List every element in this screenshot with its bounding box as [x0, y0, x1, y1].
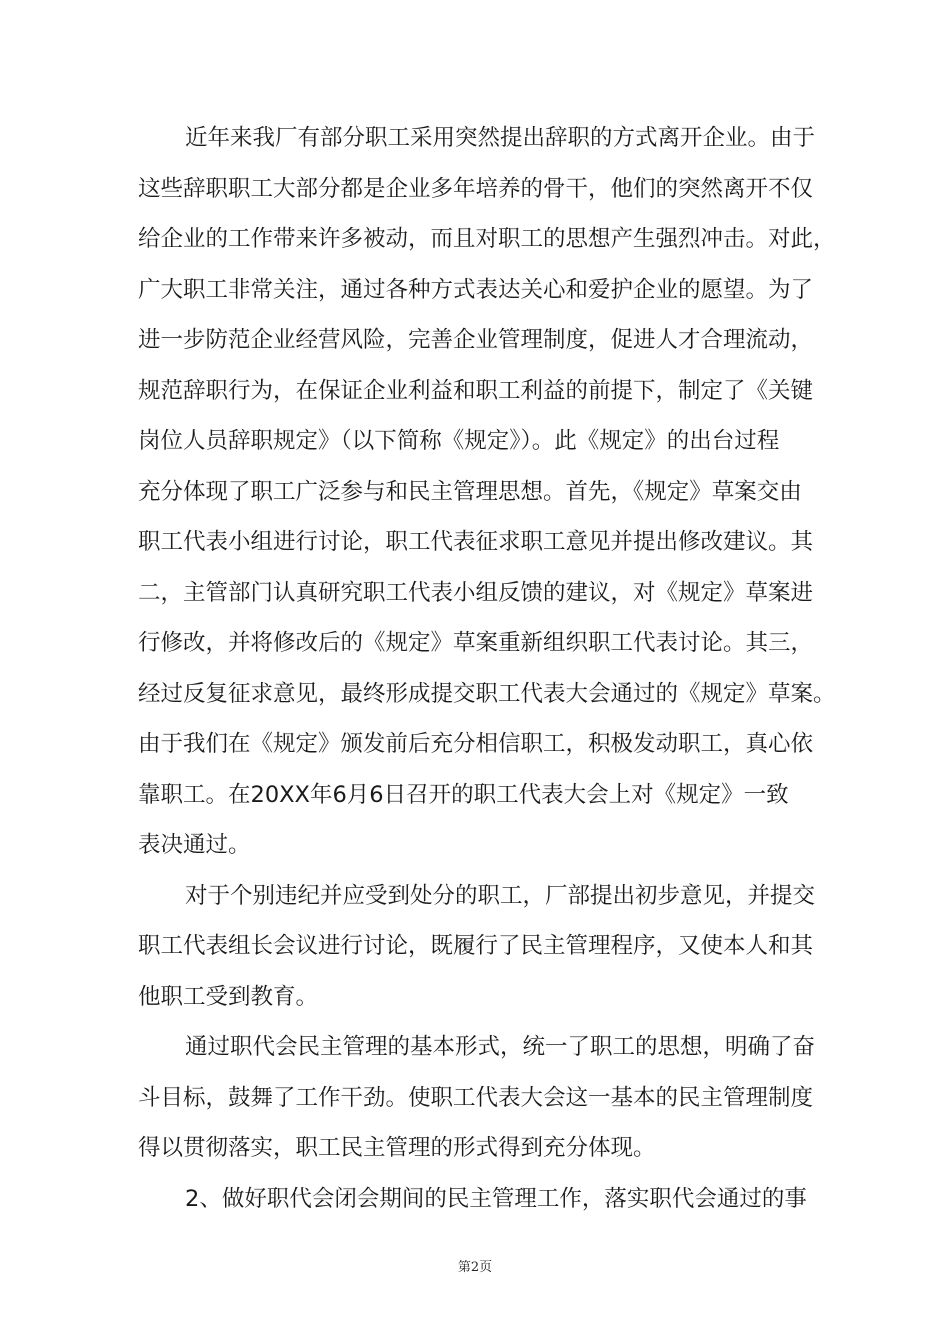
paragraph-line: 近年来我厂有部分职工采用突然提出辞职的方式离开企业。由于 — [185, 125, 816, 151]
paragraph-line: 规范辞职行为，在保证企业利益和职工利益的前提下，制定了《关键 — [138, 377, 814, 404]
paragraph-line: 充分体现了职工广泛参与和民主管理思想。首先，《规定》草案交由 — [138, 478, 802, 505]
paragraph-line: 经过反复征求意见，最终形成提交职工代表大会通过的《规定》草案。 — [138, 680, 836, 707]
paragraph-line: 广大职工非常关注，通过各种方式表达关心和爱护企业的愿望。为了 — [138, 276, 814, 303]
paragraph-line: 进一步防范企业经营风险，完善企业管理制度，促进人才合理流动， — [138, 327, 814, 353]
paragraph-3 — [138, 1025, 838, 1177]
paragraph-line: 对于个别违纪并应受到处分的职工，厂部提出初步意见，并提交 — [185, 882, 816, 909]
page-number-footer: 第2页 — [457, 1260, 493, 1275]
paragraph-line: 行修改，并将修改后的《规定》草案重新组织职工代表讨论。其三， — [138, 630, 814, 656]
paragraph-line: 职工代表组长会议进行讨论，既履行了民主管理程序，又使本人和其 — [138, 933, 814, 959]
paragraph-line: 这些辞职职工大部分都是企业多年培养的骨干，他们的突然离开不仅 — [138, 175, 814, 202]
paragraph-line: 给企业的工作带来许多被动，而且对职工的思想产生强烈冲击。对此， — [138, 226, 836, 252]
paragraph-line: 岗位人员辞职规定》（以下简称《规定》）。此《规定》的出台过程 — [138, 428, 780, 454]
paragraph-4 — [138, 1177, 838, 1228]
paragraph-1 — [138, 116, 838, 874]
paragraph-2 — [138, 874, 838, 1026]
paragraph-line: 表决通过。 — [138, 832, 251, 858]
paragraph-line: 2、做好职代会闭会期间的民主管理工作，落实职代会通过的事 — [185, 1185, 807, 1212]
document-body — [138, 116, 838, 1227]
paragraph-line: 得以贯彻落实，职工民主管理的形式得到充分体现。 — [138, 1135, 656, 1161]
paragraph-line: 二，主管部门认真研究职工代表小组反馈的建议，对《规定》草案进 — [138, 579, 814, 606]
paragraph-line: 靠职工。在20XX年6月6日召开的职工代表大会上对《规定》一致 — [138, 781, 789, 808]
paragraph-line: 斗目标，鼓舞了工作干劲。使职工代表大会这一基本的民主管理制度 — [138, 1084, 814, 1111]
paragraph-line: 他职工受到教育。 — [138, 983, 319, 1010]
paragraph-line: 通过职代会民主管理的基本形式，统一了职工的思想，明确了奋 — [185, 1034, 816, 1060]
paragraph-line: 职工代表小组进行讨论，职工代表征求职工意见并提出修改建议。其 — [138, 529, 814, 555]
paragraph-line: 由于我们在《规定》颁发前后充分相信职工，积极发动职工，真心依 — [138, 731, 814, 757]
